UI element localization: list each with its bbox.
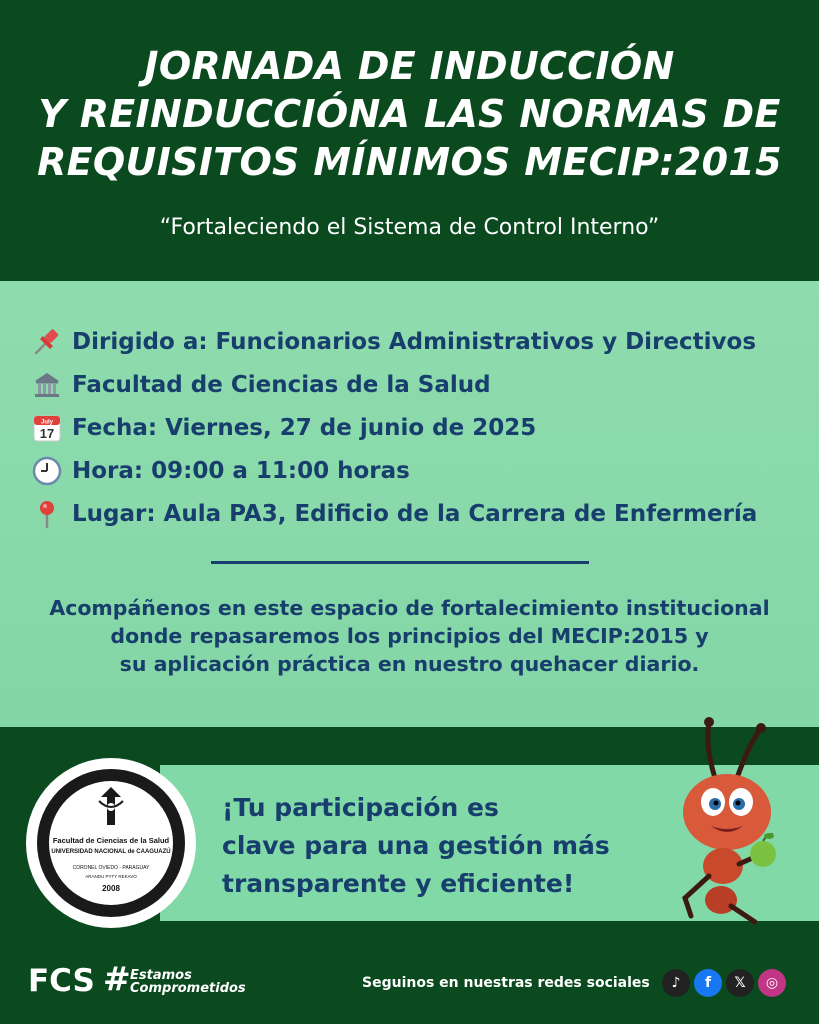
tiktok-icon[interactable]: ♪ [662, 969, 690, 997]
tagline-line-1: Estamos [130, 968, 192, 983]
subtitle: “Fortaleciendo el Sistema de Control Interno” [159, 215, 660, 240]
detail-place [32, 497, 757, 531]
seal-line-2: UNIVERSIDAD NACIONAL de CAAGUAZÚ [51, 849, 171, 855]
title-line-3: REQUISITOS MÍNIMOS MECIP:2015 [37, 140, 782, 184]
calendar-day: 17 [39, 426, 55, 441]
social-label: Seguinos en nuestras redes sociales [362, 975, 650, 991]
cta-line-1: ¡Tu participación es [222, 793, 499, 822]
seal-line-3: CORONEL OVIEDO - PARAGUAY [72, 865, 150, 871]
description-line-1: Acompáñenos en este espacio de fortalecimiento institucional [49, 596, 770, 620]
description [0, 594, 819, 678]
title-line-1: JORNADA DE INDUCCIÓN [144, 44, 675, 88]
page-title [0, 42, 819, 186]
brand-hash: # [103, 959, 131, 998]
tagline-line-2: Comprometidos [130, 981, 246, 996]
ant-mascot-illustration [665, 716, 795, 930]
detail-time [32, 454, 410, 488]
header [0, 0, 819, 281]
title-line-2: Y REINDUCCIÓNA LAS NORMAS DE [38, 92, 781, 136]
detail-audience-text: Dirigido a: Funcionarios Administrativos y Directivos [72, 329, 757, 355]
calendar-icon [32, 413, 62, 443]
building-icon [32, 370, 62, 400]
faculty-seal-logo [25, 757, 197, 929]
cta-line-2: clave para una gestión más [222, 831, 610, 860]
clock-icon [32, 456, 62, 486]
description-line-3: su aplicación práctica en nuestro quehacer diario. [119, 652, 700, 676]
instagram-icon[interactable]: ◎ [758, 969, 786, 997]
calendar-month: July [40, 419, 54, 426]
seal-line-1: Facultad de Ciencias de la Salud [52, 836, 170, 845]
divider [211, 561, 589, 564]
detail-date-text: Fecha: Viernes, 27 de junio de 2025 [72, 415, 537, 441]
x-icon[interactable]: 𝕏 [726, 969, 754, 997]
cta-message [222, 789, 610, 903]
detail-time-text: Hora: 09:00 a 11:00 horas [72, 458, 410, 484]
detail-date [32, 411, 536, 445]
seal-line-4: ARANDU PYTY REKAVO [85, 874, 137, 879]
fcs-brand: FCS [28, 963, 95, 999]
detail-faculty [32, 368, 491, 402]
pushpin-icon [32, 327, 62, 357]
cta-line-3: transparente y eficiente! [222, 869, 575, 898]
facebook-icon[interactable]: f [694, 969, 722, 997]
detail-place-text: Lugar: Aula PA3, Edificio de la Carrera de Enfermería [72, 501, 758, 527]
detail-faculty-text: Facultad de Ciencias de la Salud [72, 372, 491, 398]
location-pin-icon [32, 499, 62, 529]
detail-audience [32, 325, 756, 359]
brand-tagline [130, 969, 246, 995]
seal-year: 2008 [102, 884, 120, 893]
description-line-2: donde repasaremos los principios del MECIP:2015 y [110, 624, 709, 648]
